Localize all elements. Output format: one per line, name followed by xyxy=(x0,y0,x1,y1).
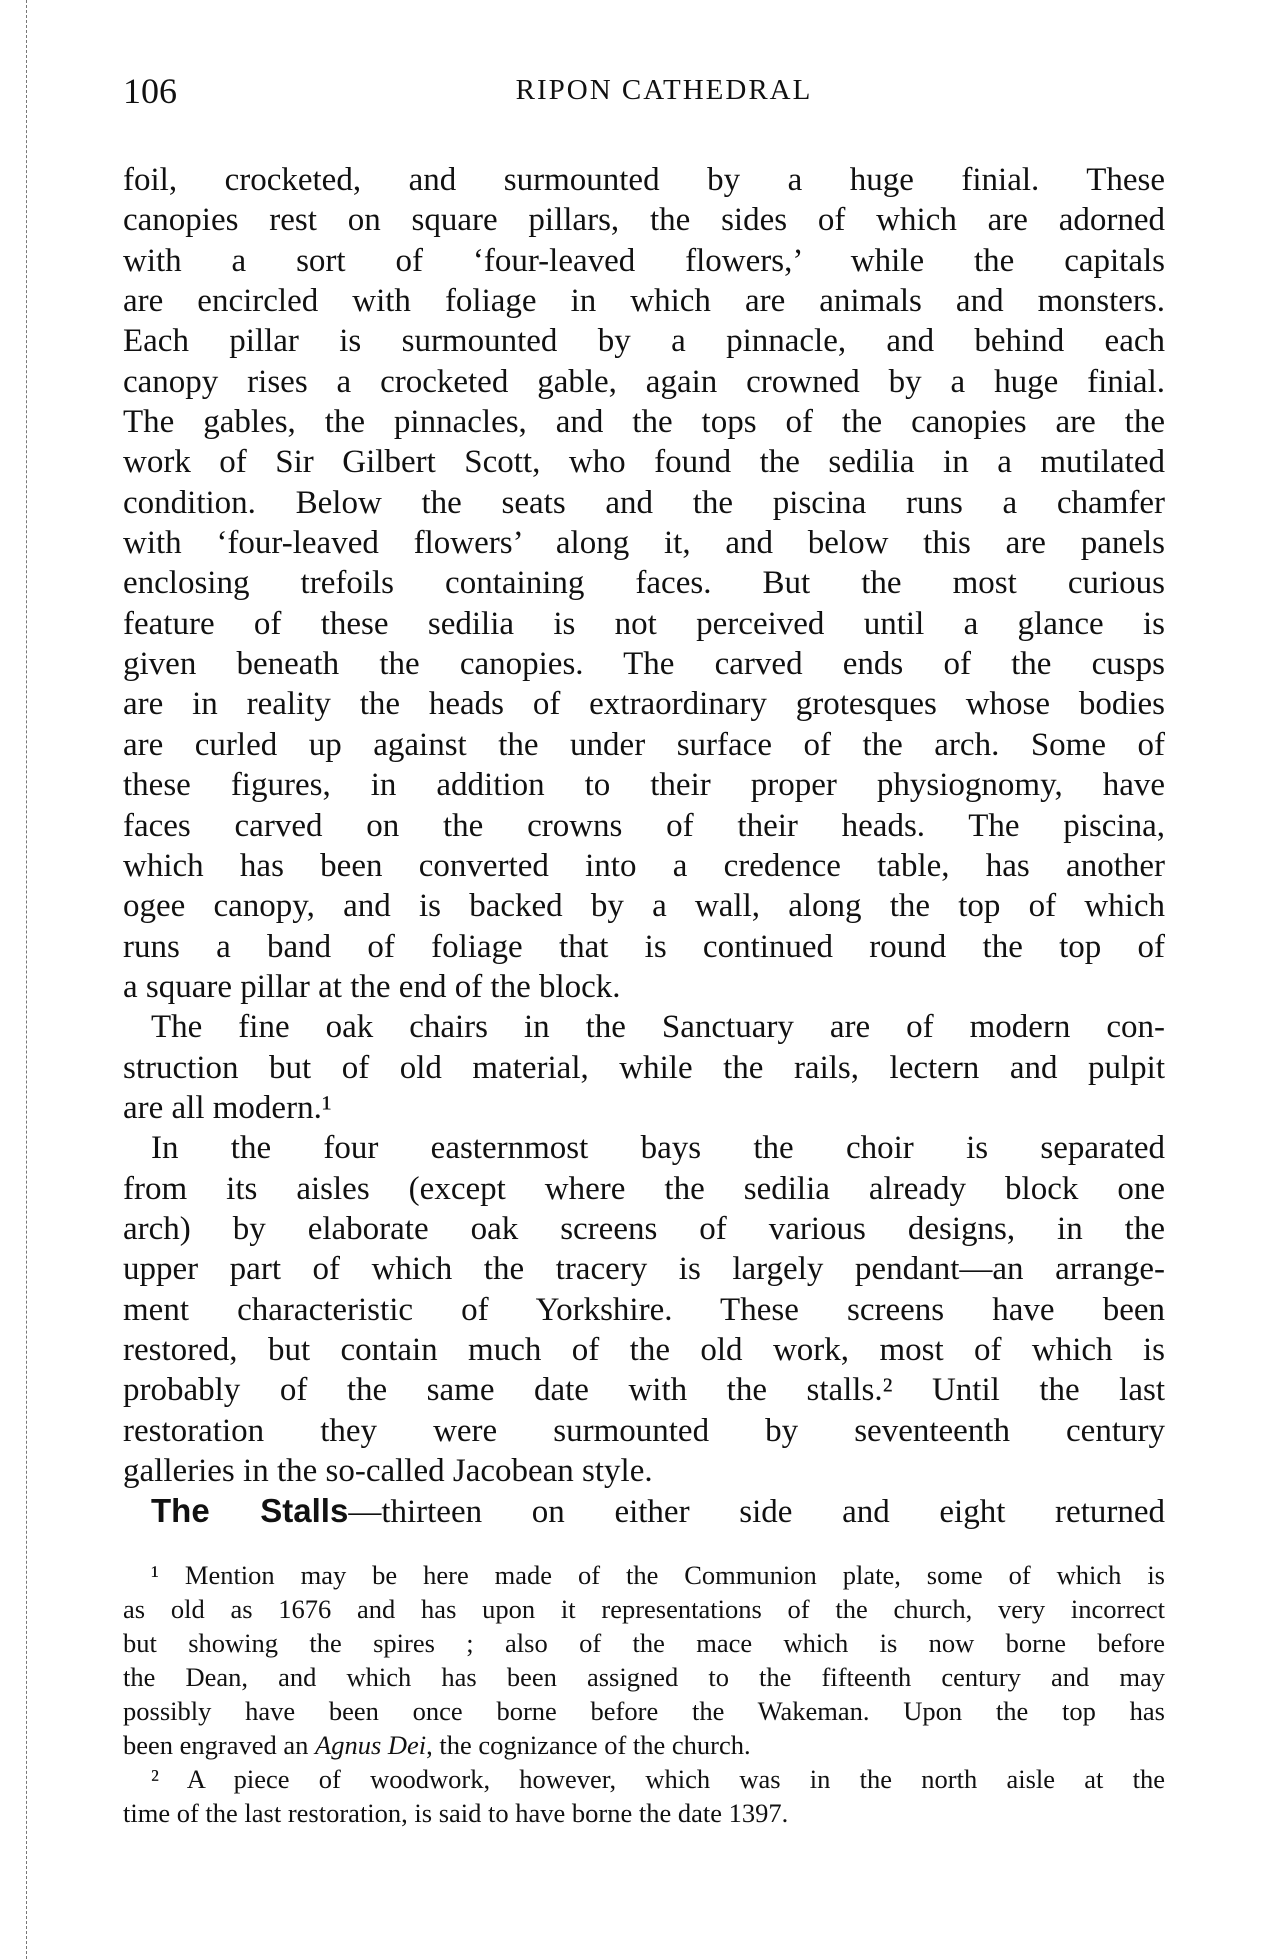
text-line: with a sort of ‘four-leaved flowers,’ while the capitals xyxy=(123,242,1165,279)
text-line: The fine oak chairs in the Sanctuary are of modern con- xyxy=(151,1009,1165,1046)
text-line: The gables, the pinnacles, and the tops of the canopies are the xyxy=(123,404,1165,441)
text-line: faces carved on the crowns of their heads. The piscina, xyxy=(123,807,1165,844)
text-line: runs a band of foliage that is continued round the top of xyxy=(123,928,1165,965)
footnote-line: as old as 1676 and has upon it representations of the church, very incorrect xyxy=(123,1594,1165,1624)
running-title: RIPON CATHEDRAL xyxy=(515,74,813,106)
text-line: restoration they were surmounted by seventeenth century xyxy=(123,1412,1165,1449)
text-line: —thirteen on either side and eight returned xyxy=(348,1494,1165,1531)
text-line: arch) by elaborate oak screens of various designs, in the xyxy=(123,1210,1165,1247)
text-line: galleries in the so-called Jacobean style. xyxy=(123,1453,653,1489)
footnote-line: ² A piece of woodwork, however, which was in the north aisle at the xyxy=(151,1764,1165,1794)
text-line: are encircled with foliage in which are animals and monsters. xyxy=(123,283,1165,320)
text-line: ogee canopy, and is backed by a wall, along the top of which xyxy=(123,888,1165,925)
text-line: ment characteristic of Yorkshire. These screens have been xyxy=(123,1291,1165,1328)
section-heading: The Stalls xyxy=(151,1492,349,1530)
text-line: condition. Below the seats and the piscina runs a chamfer xyxy=(123,484,1165,521)
text-line: probably of the same date with the stalls.² Until the last xyxy=(123,1372,1165,1409)
text-line: restored, but contain much of the old work, most of which is xyxy=(123,1331,1165,1368)
text-line: a square pillar at the end of the block. xyxy=(123,968,621,1005)
text-line: with ‘four-leaved flowers’ along it, and below this are panels xyxy=(123,525,1165,562)
text-line: foil, crocketed, and surmounted by a huge finial. These xyxy=(123,162,1165,198)
text-line: are curled up against the under surface of the arch. Some of xyxy=(123,726,1165,763)
text-line: feature of these sedilia is not perceived until a glance is xyxy=(123,605,1165,642)
text-line: struction but of old material, while the rails, lectern and pulpit xyxy=(123,1049,1165,1086)
text-line: from its aisles (except where the sedilia already block one xyxy=(123,1170,1165,1207)
text-line: work of Sir Gilbert Scott, who found the sedilia in a mutilated xyxy=(123,444,1165,481)
text-line: In the four easternmost bays the choir is separated xyxy=(151,1130,1165,1167)
text-line: given beneath the canopies. The carved ends of the cusps xyxy=(123,646,1165,683)
footnote-line: time of the last restoration, is said to have borne the date 1397. xyxy=(123,1798,789,1828)
text-line: are all modern.¹ xyxy=(123,1089,332,1126)
text-line: canopy rises a crocketed gable, again crowned by a huge finial. xyxy=(123,363,1165,400)
footnote-line: but showing the spires ; also of the mace which is now borne before xyxy=(123,1628,1165,1658)
footnotes xyxy=(123,1558,1165,1830)
text-line: Each pillar is surmounted by a pinnacle, and behind each xyxy=(123,323,1165,360)
footnote-line xyxy=(123,1728,1165,1762)
footnote-text: been engraved an xyxy=(123,1730,316,1760)
scan-edge-line xyxy=(26,0,27,1959)
text-line: enclosing trefoils containing faces. But the most curious xyxy=(123,565,1165,602)
text-line: canopies rest on square pillars, the sides of which are adorned xyxy=(123,202,1165,239)
stalls-line xyxy=(123,1491,1165,1531)
text-line: these figures, in addition to their proper physiognomy, have xyxy=(123,767,1165,804)
text-line: upper part of which the tracery is largely pendant—an arrange- xyxy=(123,1251,1165,1288)
page-header xyxy=(123,70,1165,120)
text-line: which has been converted into a credence table, has another xyxy=(123,847,1165,884)
footnote-line: the Dean, and which has been assigned to the fifteenth century and may xyxy=(123,1662,1165,1692)
page-number: 106 xyxy=(123,71,177,111)
footnote-line: ¹ Mention may be here made of the Communion plate, some of which is xyxy=(151,1560,1165,1590)
footnote-italic: Agnus Dei xyxy=(315,1730,427,1760)
footnote-line: possibly have been once borne before the Wakeman. Upon the top has xyxy=(123,1696,1165,1726)
text-line: are in reality the heads of extraordinary grotesques whose bodies xyxy=(123,686,1165,723)
footnote-text: , the cognizance of the church. xyxy=(426,1730,751,1760)
body-text xyxy=(123,160,1165,1532)
